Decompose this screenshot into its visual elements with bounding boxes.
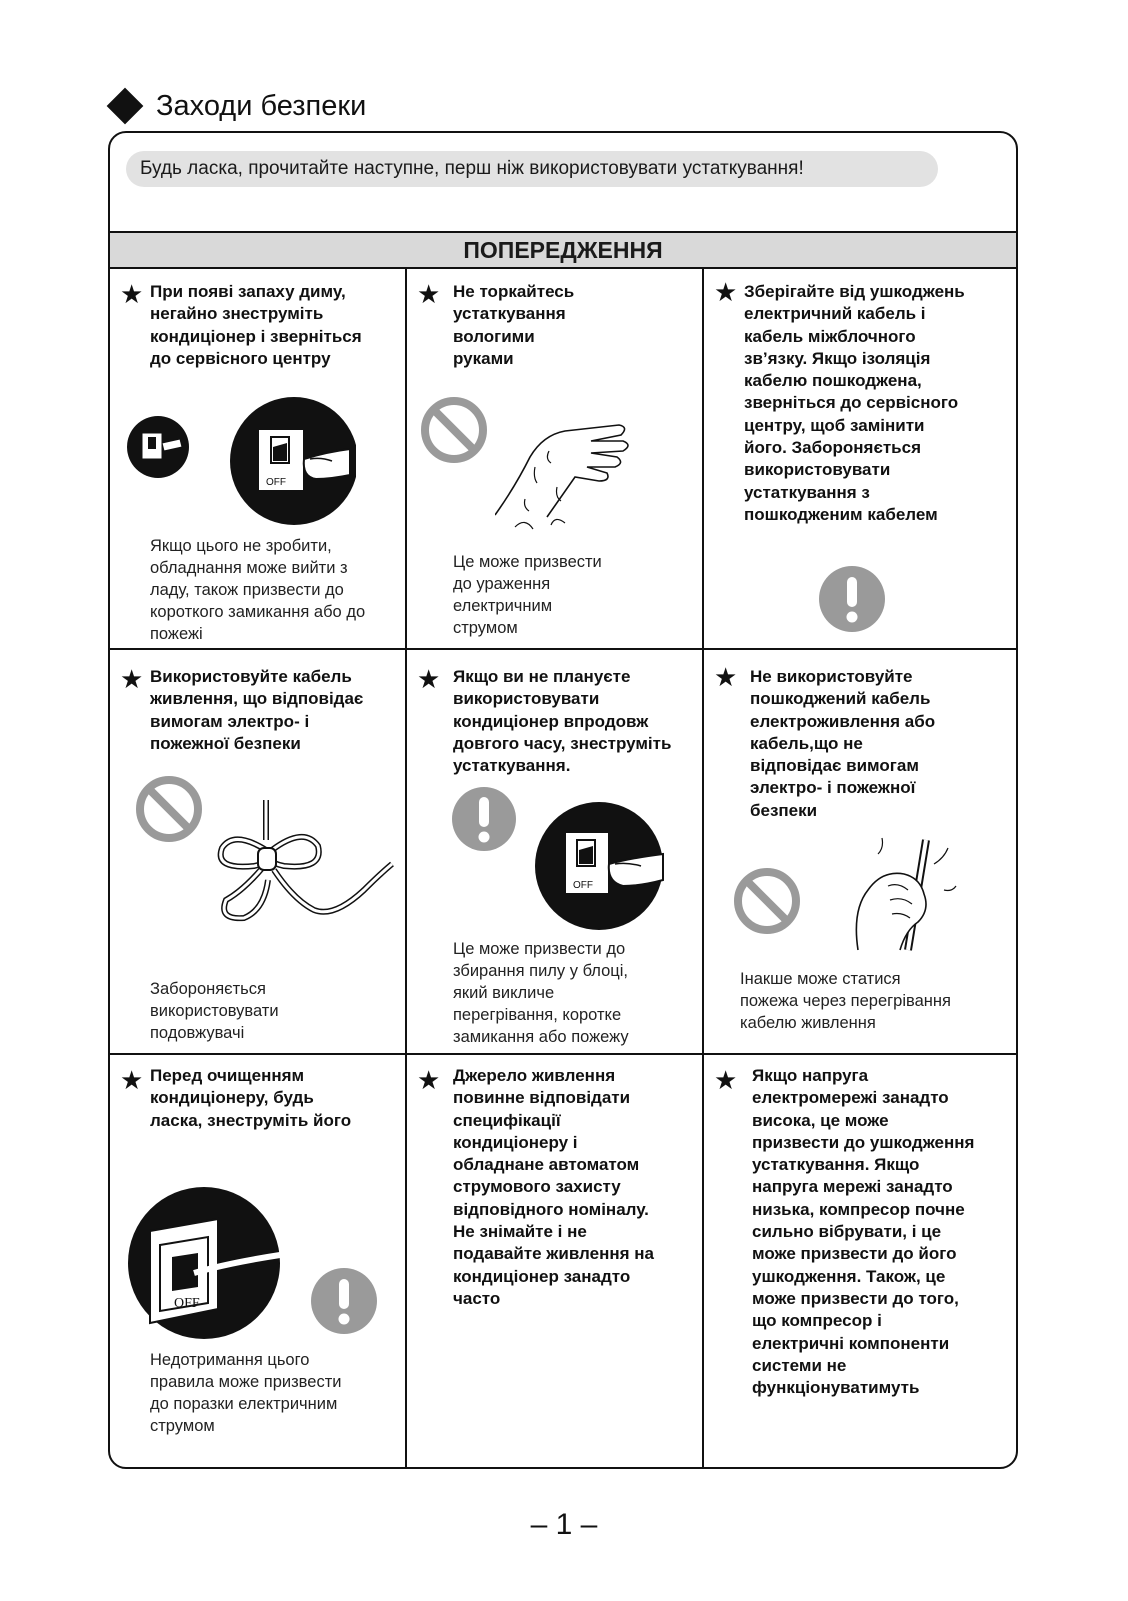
warning-cell: [110, 650, 405, 1053]
exclamation-icon: [310, 1267, 378, 1335]
warning-heading: Використовуйте кабель живлення, що відповідає вимогам электро- і пожежної безпеки: [150, 667, 364, 753]
warning-cell: [704, 267, 1018, 648]
safety-frame: [108, 131, 1018, 1469]
star-icon: ★: [417, 279, 441, 309]
page-title: Заходи безпеки: [156, 89, 367, 122]
warning-header: ПОПЕРЕДЖЕННЯ: [110, 231, 1016, 269]
star-icon: ★: [714, 277, 738, 307]
warning-heading: Не торкайтесь устаткування вологими руками: [453, 282, 575, 368]
warning-cell: [407, 1055, 702, 1469]
diamond-bullet-icon: [107, 88, 144, 125]
svg-text:OFF: OFF: [266, 477, 286, 488]
star-icon: ★: [120, 1065, 144, 1095]
star-icon: ★: [714, 1065, 738, 1095]
warning-cell: [704, 650, 1018, 1053]
title-row: [106, 86, 366, 126]
warning-heading: Зберігайте від ушкоджень електричний кабель і кабель міжблочного зв’язку. Якщо ізоляція кабелю пошкоджена, зверніться до сервісного центру, щоб замінити його. Забороняється використовувати устаткування з пошкодженим кабелем: [744, 282, 965, 524]
power-switch-illustration: [531, 800, 677, 932]
star-icon: ★: [120, 664, 144, 694]
warning-note: Недотримання цього правила може призвести до поразки електричним струмом: [150, 1351, 342, 1435]
hand-pulling-cable-illustration: [848, 830, 968, 960]
warning-heading: Якщо ви не плануєте використовувати кондиціонер впродовж довгого часу, знеструміть устаткування.: [453, 667, 672, 776]
warning-cell: [704, 1055, 1018, 1469]
warning-heading: Якщо напруга електромережі занадто висока, це може призвести до ушкодження устаткування. Якщо напруга мережі занадто низька, компресор почне сильно вібрувати, і це може призвести до його ушкодження. Також, це може призвести до того, що компресор і електричні компоненти системи не функціонуватимуть: [752, 1066, 975, 1398]
svg-text:OFF: OFF: [573, 880, 593, 891]
star-icon: ★: [417, 1065, 441, 1095]
warning-cell: [110, 1055, 405, 1469]
warning-note: Це може призвести до ураження електричним струмом: [453, 553, 602, 637]
warning-heading: Джерело живлення повинне відповідати специфікації кондиціонеру і обладнане автоматом струмового захисту відповідного номіналу. Не знімайте і не подавайте живлення на кондиціонер занадто часто: [453, 1066, 654, 1308]
warning-note: Інакше може статися пожежа через перегрівання кабелю живлення: [740, 970, 951, 1032]
warning-note: Якщо цього не зробити, обладнання може вийти з ладу, також призвести до короткого замикання або до пожежі: [150, 537, 366, 643]
exclamation-icon: [451, 786, 517, 852]
page-number: – 1 –: [530, 1508, 598, 1541]
warning-heading: При появі запаху диму, негайно знеструміть кондиціонер і зверніться до сервісного центру: [150, 282, 362, 368]
warning-heading: Не використовуйте пошкоджений кабель електроживлення або кабель,що не відповідає вимогам электро- і пожежної безпеки: [750, 667, 936, 820]
warning-heading: Перед очищенням кондиціонеру, будь ласка, знеструміть його: [150, 1066, 352, 1130]
star-icon: ★: [714, 662, 738, 692]
warning-cell: [407, 650, 702, 1053]
power-switch-illustration: [126, 397, 356, 532]
knotted-cable-illustration: [214, 800, 394, 940]
svg-text:OFF: OFF: [174, 1296, 200, 1311]
warning-cell: [407, 267, 702, 648]
warning-cell: [110, 267, 405, 648]
exclamation-icon: [818, 565, 886, 633]
star-icon: ★: [120, 279, 144, 309]
power-switch-illustration: [128, 1183, 288, 1343]
prohibited-icon: [419, 395, 489, 465]
wet-hand-illustration: [495, 407, 635, 537]
prohibited-icon: [134, 774, 204, 844]
star-icon: ★: [417, 664, 441, 694]
warning-note: Забороняється використовувати подовжувачі: [150, 980, 279, 1042]
prohibited-icon: [732, 866, 802, 936]
warning-note: Це може призвести до збирання пилу у блоці, який викличе перегрівання, коротке замикання або пожежу: [453, 940, 629, 1046]
intro-banner: Будь ласка, прочитайте наступне, перш ніж використовувати устаткування!: [126, 151, 938, 187]
